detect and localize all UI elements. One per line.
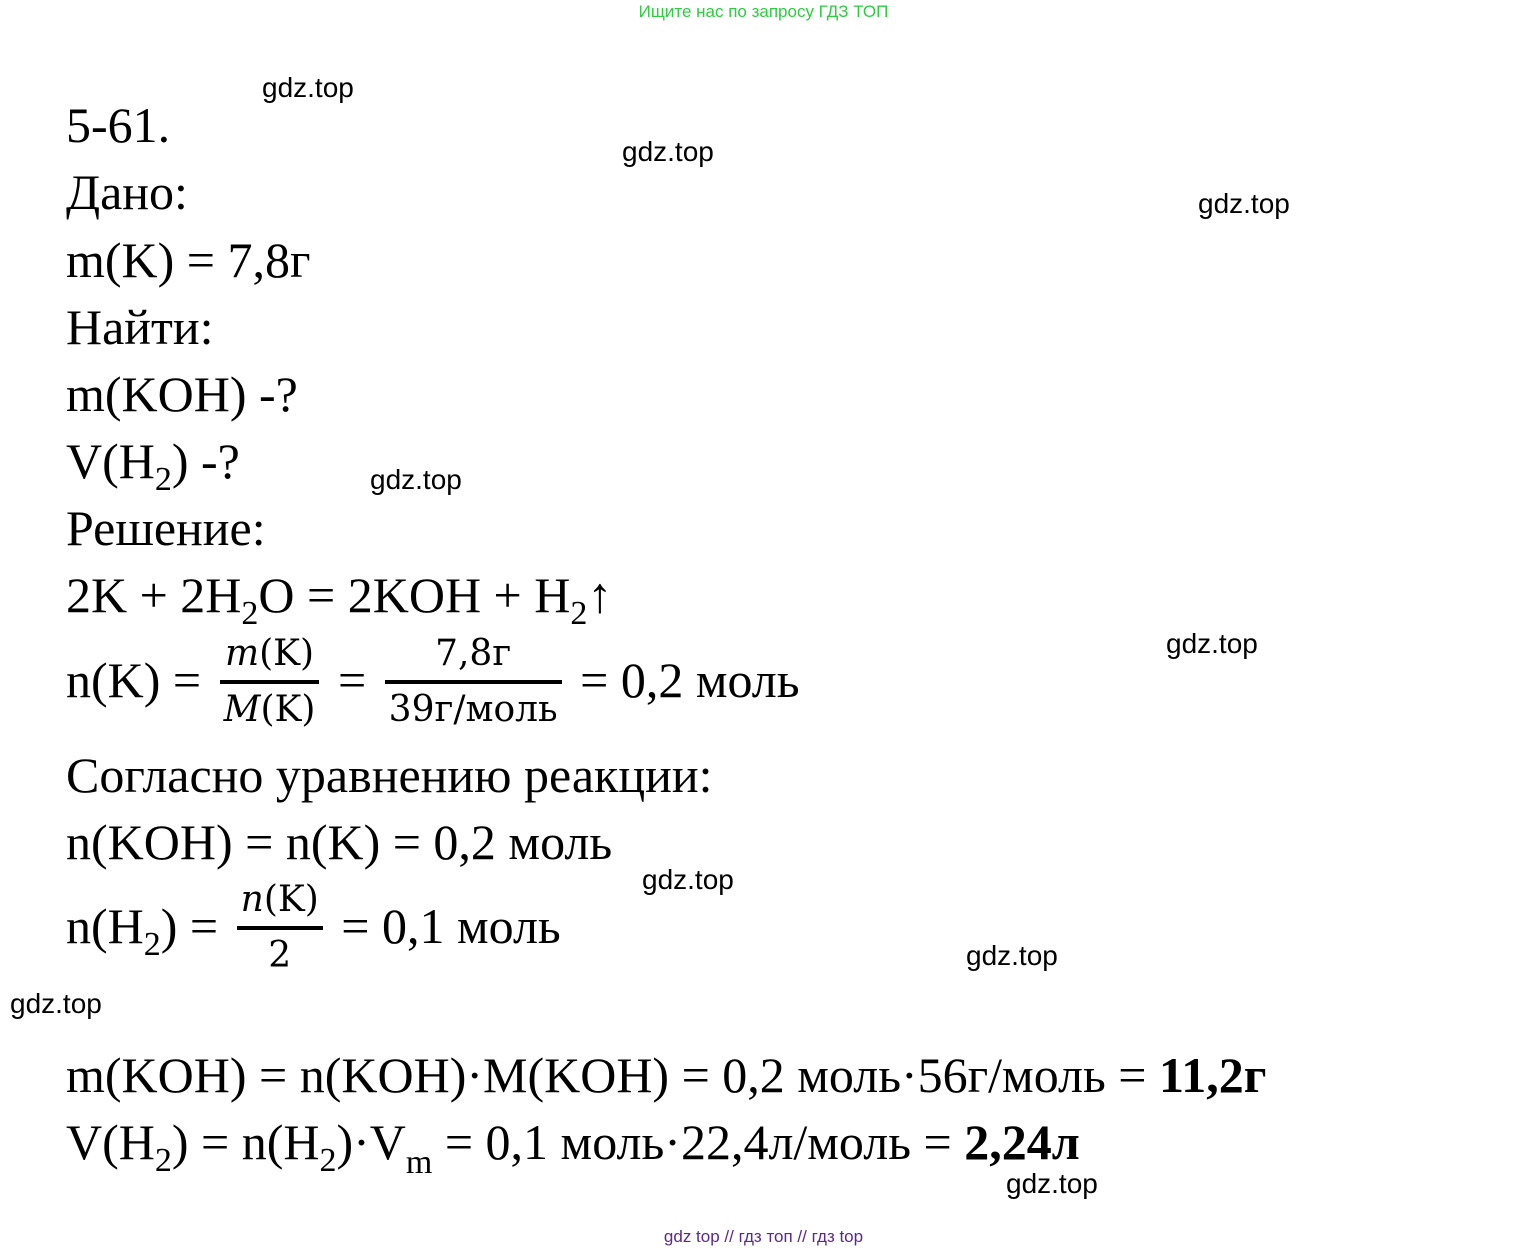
according-to-reaction: Согласно уравнению реакции: [66, 747, 713, 803]
moles-koh: n(KOH) = n(K) = 0,2 моль [66, 814, 613, 870]
text-part: n(H [66, 898, 144, 954]
text-part: = 0,1 моль·22,4л/моль = [432, 1114, 965, 1170]
watermark: gdz.top [10, 988, 102, 1019]
subscript: 2 [570, 595, 588, 632]
moles-k-formula [66, 630, 800, 736]
variable: n [240, 878, 264, 920]
mass-koh-result [66, 1045, 1266, 1105]
given-mass-k: m(K) = 7,8г [66, 232, 311, 288]
reaction-equation [66, 565, 612, 632]
watermark: gdz.top [262, 72, 354, 103]
numerator [220, 632, 320, 684]
find-mass-koh: m(KOH) -? [66, 366, 298, 422]
denominator: 2 [268, 934, 292, 976]
watermark: gdz.top [642, 864, 734, 895]
volume-h2-result [66, 1112, 1080, 1179]
text-part: (K) [263, 878, 319, 920]
denominator: 39г/моль [388, 688, 558, 730]
text-part: = 0,2 моль [567, 652, 800, 708]
fraction [385, 632, 562, 732]
text-part: (K) [260, 688, 316, 730]
answer: 2,24л [964, 1114, 1080, 1170]
watermark: gdz.top [622, 136, 714, 167]
subscript: 2 [241, 595, 259, 632]
watermark: gdz.top [966, 940, 1058, 971]
watermark: gdz.top [370, 464, 462, 495]
text-part: = 0,1 моль [328, 898, 561, 954]
watermark: gdz.top [1166, 628, 1258, 659]
fraction [237, 878, 323, 978]
numerator: 7,8г [385, 632, 562, 684]
solution-heading: Решение: [66, 500, 266, 556]
given-heading: Дано: [66, 164, 188, 220]
text-part: (K) [259, 632, 315, 674]
text-part: = [325, 652, 379, 708]
variable: m [224, 632, 260, 674]
text-part: V(H [66, 433, 155, 489]
text-part: m(KOH) = n(KOH)·M(KOH) = 0,2 моль·56г/моль = [66, 1047, 1159, 1103]
find-volume-h2 [66, 431, 240, 498]
text-part: ) = [160, 898, 231, 954]
moles-h2-formula [66, 876, 561, 983]
text-part: V(H [66, 1114, 155, 1170]
arrow-up-icon: ↑ [587, 567, 613, 623]
text-part: n(K) = [66, 652, 214, 708]
variable: M [223, 688, 261, 730]
subscript: 2 [319, 1142, 337, 1179]
watermark: gdz.top [1198, 188, 1290, 219]
footer-links[interactable]: gdz top // гдз топ // гдз top [663, 1227, 864, 1246]
subscript: 2 [154, 1142, 172, 1179]
fraction [220, 632, 320, 732]
text-part: ) = n(H [171, 1114, 320, 1170]
find-heading: Найти: [66, 299, 214, 355]
subscript: 2 [143, 926, 161, 963]
top-banner: Ищите нас по запросу ГДЗ ТОП [638, 2, 889, 21]
watermark: gdz.top [1006, 1168, 1098, 1199]
denominator [220, 684, 320, 732]
text-part: 2K + 2H [66, 567, 242, 623]
answer: 11,2г [1159, 1047, 1267, 1103]
text-part: )·V [336, 1114, 406, 1170]
numerator [237, 878, 323, 930]
problem-number: 5-61. [66, 97, 171, 153]
text-part: ) -? [171, 433, 240, 489]
text-part: O = 2KOH + H [258, 567, 571, 623]
subscript: m [405, 1144, 433, 1181]
subscript: 2 [154, 461, 172, 498]
